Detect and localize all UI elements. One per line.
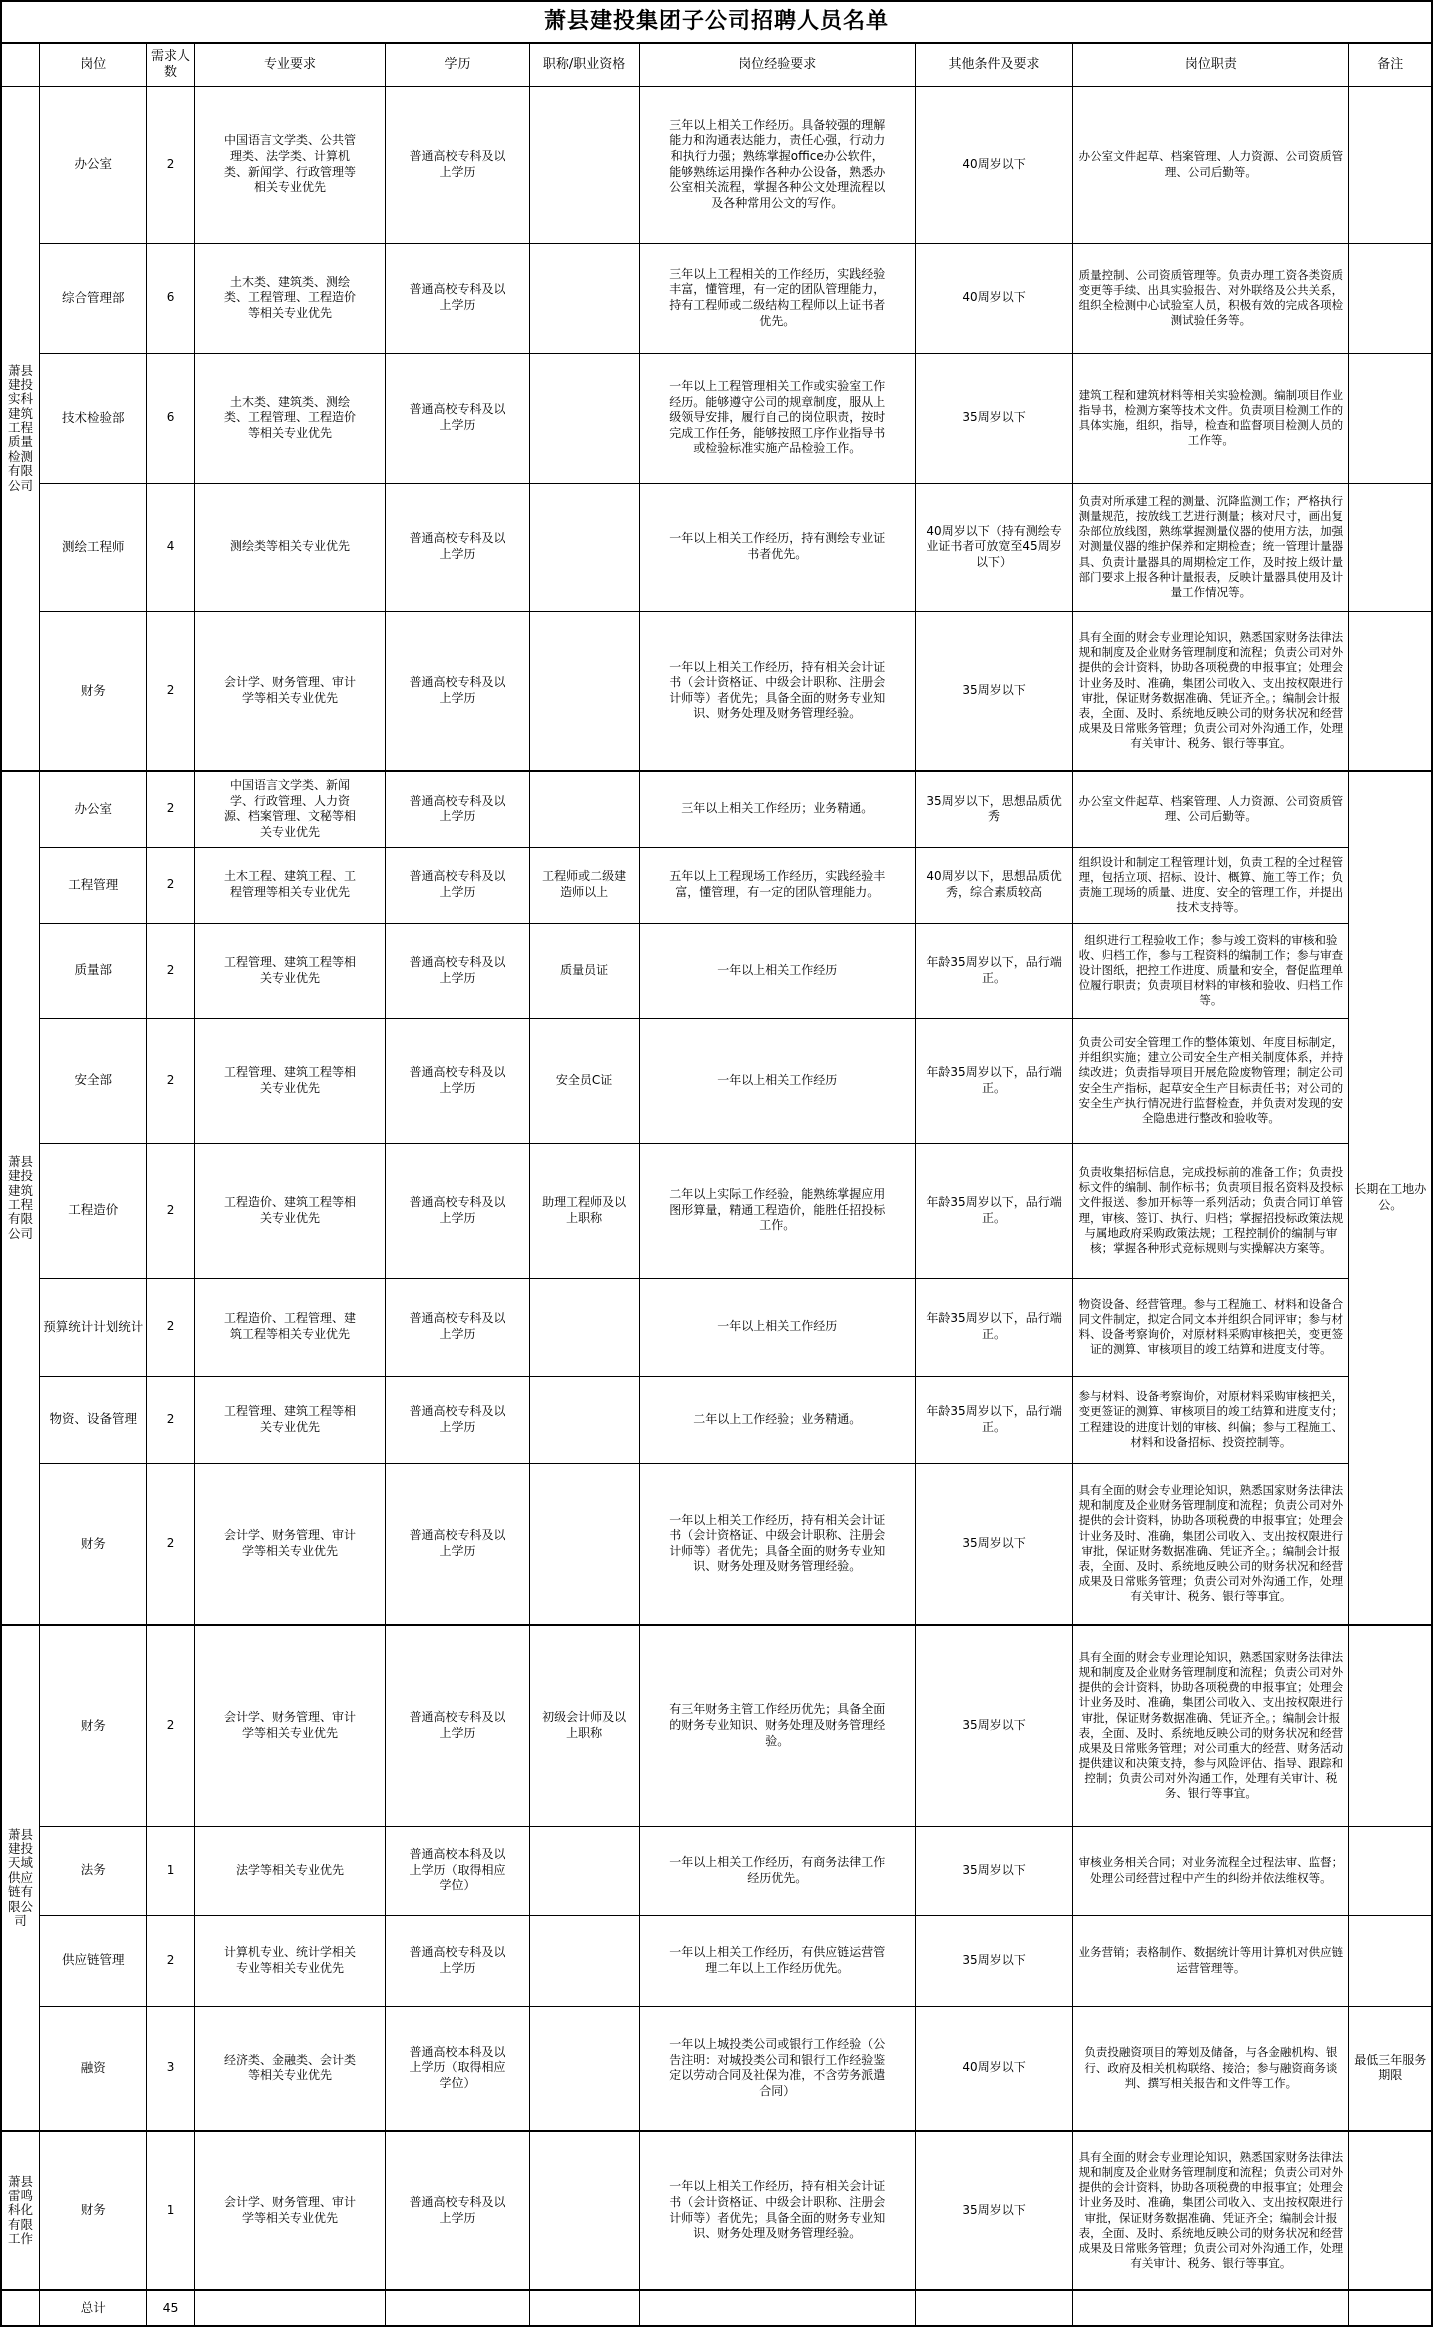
- other-cell: 年龄35周岁以下，品行端正。: [915, 1278, 1072, 1376]
- experience-cell: 一年以上相关工作经历，持有相关会计证书（会计资格证、中级会计职称、注册会计师等）者优先；具备全面的财务专业知识、财务处理及财务管理经验。: [639, 2131, 915, 2290]
- other-cell: 35周岁以下: [915, 353, 1072, 483]
- major-cell: 中国语言文学类、公共管理类、法学类、计算机类、新闻学、行政管理等相关专业优先: [194, 86, 386, 243]
- total-value-cell: 45: [147, 2290, 194, 2326]
- header-company: [1, 43, 40, 86]
- title-cell-body: [529, 1376, 639, 1463]
- education-cell: 普通高校专科及以上学历: [386, 923, 529, 1018]
- title-cell-body: [529, 1278, 639, 1376]
- experience-cell: 三年以上相关工作经历。具备较强的理解能力和沟通表达能力，责任心强，行动力和执行力强；熟练掌握office办公软件，能够熟练运用操作各种办公设备，熟悉办公室相关流程，掌握各种公文处理流程以及各种常用公文的写作。: [639, 86, 915, 243]
- position-cell: 技术检验部: [40, 353, 147, 483]
- title-cell-body: [529, 1915, 639, 2006]
- title-cell-body: [529, 1463, 639, 1625]
- duties-cell: 具有全面的财会专业理论知识，熟悉国家财务法律法规和制度及企业财务管理制度和流程；负责公司对外提供的会计资料，协助各项税费的申报事宜；处理会计业务及时、准确，集团公司收入、支出按权限进行审批，保证财务数据准确、凭证齐全。；编制会计报表，全面、及时、系统地反映公司的财务状况和经营成果及日常账务管理；对公司重大的经营、财务活动提供建议和决策支持，参与风险评估、指导、跟踪和控制；负责公司对外沟通工作，处理有关审计、税务、银行等事宜。: [1073, 1625, 1349, 1826]
- total-empty-cell: [639, 2290, 915, 2326]
- position-cell: 综合管理部: [40, 243, 147, 353]
- remark-cell: [1349, 86, 1432, 243]
- position-cell: 财务: [40, 2131, 147, 2290]
- major-cell: 会计学、财务管理、审计学等相关专业优先: [194, 611, 386, 771]
- position-cell: 供应链管理: [40, 1915, 147, 2006]
- company-name-cell: 萧县建投天域供应链有限公司: [1, 1625, 40, 2131]
- header-other: 其他条件及要求: [915, 43, 1072, 86]
- header-experience: 岗位经验要求: [639, 43, 915, 86]
- education-cell: 普通高校专科及以上学历: [386, 1376, 529, 1463]
- count-cell: 2: [147, 1463, 194, 1625]
- count-cell: 2: [147, 1018, 194, 1143]
- position-cell: 财务: [40, 1463, 147, 1625]
- title-cell-body: 安全员C证: [529, 1018, 639, 1143]
- major-cell: 法学等相关专业优先: [194, 1826, 386, 1915]
- other-cell: 年龄35周岁以下，品行端正。: [915, 923, 1072, 1018]
- title-cell-body: [529, 611, 639, 771]
- experience-cell: 一年以上相关工作经历，持有相关会计证书（会计资格证、中级会计职称、注册会计师等）者优先；具备全面的财务专业知识、财务处理及财务管理经验。: [639, 611, 915, 771]
- total-empty-cell: [194, 2290, 386, 2326]
- position-cell: 质量部: [40, 923, 147, 1018]
- education-cell: 普通高校专科及以上学历: [386, 1625, 529, 1826]
- duties-cell: 办公室文件起草、档案管理、人力资源、公司资质管理、公司后勤等。: [1073, 86, 1349, 243]
- major-cell: 工程造价、工程管理、建筑工程等相关专业优先: [194, 1278, 386, 1376]
- experience-cell: 三年以上工程相关的工作经历，实践经验丰富，懂管理，有一定的团队管理能力，持有工程师或二级结构工程师以上证书者优先。: [639, 243, 915, 353]
- title-cell-body: [529, 771, 639, 847]
- total-company-cell: [1, 2290, 40, 2326]
- title-row: [1, 1, 1432, 43]
- major-cell: 土木工程、建筑工程、工程管理等相关专业优先: [194, 847, 386, 923]
- experience-cell: 一年以上相关工作经历: [639, 1278, 915, 1376]
- duties-cell: 质量控制、公司资质管理等。负责办理工资各类资质变更等手续、出具实验报告、对外联络及公共关系，组织全检测中心试验室人员，积极有效的完成各项检测试验任务等。: [1073, 243, 1349, 353]
- header-duties: 岗位职责: [1073, 43, 1349, 86]
- major-cell: 会计学、财务管理、审计学等相关专业优先: [194, 2131, 386, 2290]
- other-cell: 40周岁以下: [915, 2006, 1072, 2131]
- count-cell: 2: [147, 771, 194, 847]
- education-cell: 普通高校专科及以上学历: [386, 847, 529, 923]
- education-cell: 普通高校本科及以上学历（取得相应学位）: [386, 1826, 529, 1915]
- total-empty-cell: [529, 2290, 639, 2326]
- major-cell: 经济类、金融类、会计类等相关专业优先: [194, 2006, 386, 2131]
- duties-cell: 负责公司安全管理工作的整体策划、年度目标制定，并组织实施；建立公司安全生产相关制度体系，并持续改进；负责指导项目开展危险废物管理；制定公司安全生产指标，起草安全生产目标责任书；对公司的安全生产执行情况进行监督检查，并负责对发现的安全隐患进行整改和验收等。: [1073, 1018, 1349, 1143]
- total-row: [1, 2290, 1432, 2326]
- title-cell-body: [529, 353, 639, 483]
- table-row: [1, 86, 1432, 243]
- duties-cell: 具有全面的财会专业理论知识，熟悉国家财务法律法规和制度及企业财务管理制度和流程；负责公司对外提供的会计资料，协助各项税费的申报事宜；处理会计业务及时、准确，集团公司收入、支出按权限进行审批，保证财务数据准确、凭证齐全。；编制会计报表，全面、及时、系统地反映公司的财务状况和经营成果及日常账务管理；负责公司对外沟通工作，处理有关审计、税务、银行等事宜。: [1073, 1463, 1349, 1625]
- total-empty-cell: [386, 2290, 529, 2326]
- table-row: [1, 353, 1432, 483]
- remark-cell: 长期在工地办公。: [1349, 771, 1432, 1625]
- title-cell-body: 初级会计师及以上职称: [529, 1625, 639, 1826]
- experience-cell: 三年以上相关工作经历；业务精通。: [639, 771, 915, 847]
- position-cell: 融资: [40, 2006, 147, 2131]
- other-cell: 35周岁以下: [915, 2131, 1072, 2290]
- remark-cell: [1349, 243, 1432, 353]
- remark-cell: [1349, 2131, 1432, 2290]
- title-cell-body: 助理工程师及以上职称: [529, 1143, 639, 1278]
- count-cell: 3: [147, 2006, 194, 2131]
- table-row: [1, 611, 1432, 771]
- remark-cell: [1349, 1826, 1432, 1915]
- company-name-cell: 萧县建投实科建筑工程质量检测有限公司: [1, 86, 40, 771]
- remark-cell: 最低三年服务期限: [1349, 2006, 1432, 2131]
- table-row: [1, 1018, 1432, 1143]
- count-cell: 1: [147, 2131, 194, 2290]
- major-cell: 计算机专业、统计学相关专业等相关专业优先: [194, 1915, 386, 2006]
- position-cell: 财务: [40, 1625, 147, 1826]
- other-cell: 40周岁以下，思想品质优秀，综合素质较高: [915, 847, 1072, 923]
- count-cell: 6: [147, 243, 194, 353]
- remark-cell: [1349, 483, 1432, 611]
- position-cell: 法务: [40, 1826, 147, 1915]
- education-cell: 普通高校本科及以上学历（取得相应学位）: [386, 2006, 529, 2131]
- major-cell: 测绘类等相关专业优先: [194, 483, 386, 611]
- major-cell: 工程造价、建筑工程等相关专业优先: [194, 1143, 386, 1278]
- title-cell-body: [529, 86, 639, 243]
- other-cell: 40周岁以下（持有测绘专业证书者可放宽至45周岁以下）: [915, 483, 1072, 611]
- remark-cell: [1349, 611, 1432, 771]
- education-cell: 普通高校专科及以上学历: [386, 243, 529, 353]
- experience-cell: 有三年财务主管工作经历优先；具备全面的财务专业知识、财务处理及财务管理经验。: [639, 1625, 915, 1826]
- count-cell: 2: [147, 1143, 194, 1278]
- experience-cell: 一年以上相关工作经历，有商务法律工作经历优先。: [639, 1826, 915, 1915]
- table-row: [1, 2131, 1432, 2290]
- experience-cell: 一年以上相关工作经历，有供应链运营管理二年以上工作经历优先。: [639, 1915, 915, 2006]
- major-cell: 工程管理、建筑工程等相关专业优先: [194, 1376, 386, 1463]
- duties-cell: 组织进行工程验收工作；参与竣工资料的审核和验收、归档工作，参与工程资料的编制工作；参与审查设计图纸，把控工作进度、质量和安全，督促监理单位履行职责；负责项目材料的审核和验收、归档工作等。: [1073, 923, 1349, 1018]
- duties-cell: 建筑工程和建筑材料等相关实验检测。编制项目作业指导书，检测方案等技术文件。负责项目检测工作的具体实施，组织，指导，检查和监督项目检测人员的工作等。: [1073, 353, 1349, 483]
- header-education: 学历: [386, 43, 529, 86]
- title-cell-body: [529, 1826, 639, 1915]
- title-cell-body: 质量员证: [529, 923, 639, 1018]
- count-cell: 2: [147, 611, 194, 771]
- experience-cell: 一年以上工程管理相关工作或实验室工作经历。能够遵守公司的规章制度，服从上级领导安排，履行自己的岗位职责，按时完成工作任务，能够按照工序作业指导书或检验标准实施产品检验工作。: [639, 353, 915, 483]
- other-cell: 40周岁以下: [915, 86, 1072, 243]
- major-cell: 会计学、财务管理、审计学等相关专业优先: [194, 1625, 386, 1826]
- remark-cell: [1349, 1625, 1432, 1826]
- duties-cell: 组织设计和制定工程管理计划，负责工程的全过程管理，包括立项、招标、设计、概算、施工等工作；负责施工现场的质量、进度、安全的管理工作，并提出技术支持等。: [1073, 847, 1349, 923]
- major-cell: 土木类、建筑类、测绘类、工程管理、工程造价等相关专业优先: [194, 243, 386, 353]
- duties-cell: 业务营销；表格制作、数据统计等用计算机对供应链运营管理等。: [1073, 1915, 1349, 2006]
- education-cell: 普通高校专科及以上学历: [386, 353, 529, 483]
- duties-cell: 负责对所承建工程的测量、沉降监测工作；严格执行测量规范，按放线工艺进行测量；核对尺寸，画出复杂部位放线图，熟练掌握测量仪器的使用方法，加强对测量仪器的维护保养和定期检查；统一管理计量器具、负责计量器具的周期检定工作，及时按上级计量部门要求上报各种计量报表，反映计量器具使用及计量工作情况等。: [1073, 483, 1349, 611]
- other-cell: 35周岁以下: [915, 1915, 1072, 2006]
- count-cell: 2: [147, 1278, 194, 1376]
- major-cell: 工程管理、建筑工程等相关专业优先: [194, 923, 386, 1018]
- education-cell: 普通高校专科及以上学历: [386, 86, 529, 243]
- count-cell: 6: [147, 353, 194, 483]
- experience-cell: 二年以上实际工作经验，能熟练掌握应用图形算量，精通工程造价，能胜任招投标工作。: [639, 1143, 915, 1278]
- duties-cell: 负责投融资项目的筹划及储备，与各金融机构、银行、政府及相关机构联络、接洽；参与融资商务谈判、撰写相关报告和文件等工作。: [1073, 2006, 1349, 2131]
- position-cell: 办公室: [40, 86, 147, 243]
- table-row: [1, 771, 1432, 847]
- header-major: 专业要求: [194, 43, 386, 86]
- title-cell-body: [529, 483, 639, 611]
- other-cell: 35周岁以下: [915, 611, 1072, 771]
- title-cell-body: [529, 2131, 639, 2290]
- total-label-cell: 总计: [40, 2290, 147, 2326]
- education-cell: 普通高校专科及以上学历: [386, 1463, 529, 1625]
- experience-cell: 一年以上相关工作经历: [639, 923, 915, 1018]
- education-cell: 普通高校专科及以上学历: [386, 2131, 529, 2290]
- count-cell: 2: [147, 847, 194, 923]
- experience-cell: 一年以上相关工作经历，持有测绘专业证书者优先。: [639, 483, 915, 611]
- duties-cell: 具有全面的财会专业理论知识，熟悉国家财务法律法规和制度及企业财务管理制度和流程；负责公司对外提供的会计资料，协助各项税费的申报事宜；处理会计业务及时、准确，集团公司收入、支出按权限进行审批，保证财务数据准确、凭证齐全。；编制会计报表，全面、及时、系统地反映公司的财务状况和经营成果及日常账务管理；负责公司对外沟通工作，处理有关审计、税务、银行等事宜。: [1073, 611, 1349, 771]
- count-cell: 2: [147, 86, 194, 243]
- title-cell-body: [529, 243, 639, 353]
- table-row: [1, 1278, 1432, 1376]
- education-cell: 普通高校专科及以上学历: [386, 1278, 529, 1376]
- other-cell: 35周岁以下，思想品质优秀: [915, 771, 1072, 847]
- header-position: 岗位: [40, 43, 147, 86]
- other-cell: 35周岁以下: [915, 1625, 1072, 1826]
- experience-cell: 二年以上工作经验；业务精通。: [639, 1376, 915, 1463]
- table-row: [1, 483, 1432, 611]
- count-cell: 4: [147, 483, 194, 611]
- remark-cell: [1349, 353, 1432, 483]
- company-name-cell: 萧县建投建筑工程有限公司: [1, 771, 40, 1625]
- position-cell: 预算统计计划统计: [40, 1278, 147, 1376]
- page-title: 萧县建投集团子公司招聘人员名单: [1, 1, 1432, 43]
- count-cell: 2: [147, 1915, 194, 2006]
- other-cell: 35周岁以下: [915, 1463, 1072, 1625]
- count-cell: 2: [147, 923, 194, 1018]
- header-row: [1, 43, 1432, 86]
- table-row: [1, 1463, 1432, 1625]
- table-row: [1, 243, 1432, 353]
- experience-cell: 一年以上相关工作经历，持有相关会计证书（会计资格证、中级会计职称、注册会计师等）者优先；具备全面的财务专业知识、财务处理及财务管理经验。: [639, 1463, 915, 1625]
- duties-cell: 参与材料、设备考察询价，对原材料采购审核把关，变更签证的测算、审核项目的竣工结算和进度支付；工程建设的进度计划的审核、纠偏；参与工程施工、材料和设备招标、投资控制等。: [1073, 1376, 1349, 1463]
- table-row: [1, 1625, 1432, 1826]
- duties-cell: 办公室文件起草、档案管理、人力资源、公司资质管理、公司后勤等。: [1073, 771, 1349, 847]
- duties-cell: 审核业务相关合同；对业务流程全过程法审、监督；处理公司经营过程中产生的纠纷并依法维权等。: [1073, 1826, 1349, 1915]
- education-cell: 普通高校专科及以上学历: [386, 1915, 529, 2006]
- other-cell: 年龄35周岁以下，品行端正。: [915, 1376, 1072, 1463]
- table-row: [1, 2006, 1432, 2131]
- other-cell: 年龄35周岁以下，品行端正。: [915, 1143, 1072, 1278]
- total-empty-cell: [1349, 2290, 1432, 2326]
- header-count: 需求人数: [147, 43, 194, 86]
- table-row: [1, 1826, 1432, 1915]
- position-cell: 办公室: [40, 771, 147, 847]
- count-cell: 2: [147, 1376, 194, 1463]
- other-cell: 40周岁以下: [915, 243, 1072, 353]
- education-cell: 普通高校专科及以上学历: [386, 483, 529, 611]
- total-empty-cell: [1073, 2290, 1349, 2326]
- experience-cell: 一年以上城投类公司或银行工作经验（公告注明：对城投类公司和银行工作经验鉴定以劳动合同及社保为准，不含劳务派遣合同）: [639, 2006, 915, 2131]
- title-cell-body: [529, 2006, 639, 2131]
- table-row: [1, 847, 1432, 923]
- major-cell: 会计学、财务管理、审计学等相关专业优先: [194, 1463, 386, 1625]
- table-row: [1, 1915, 1432, 2006]
- duties-cell: 物资设备、经营管理。参与工程施工、材料和设备合同文件制定，拟定合同文本并组织合同评审；参与材料、设备考察询价，对原材料采购审核把关，变更签证的测算、审核项目的竣工结算和进度支付等。: [1073, 1278, 1349, 1376]
- education-cell: 普通高校专科及以上学历: [386, 611, 529, 771]
- position-cell: 工程造价: [40, 1143, 147, 1278]
- position-cell: 物资、设备管理: [40, 1376, 147, 1463]
- count-cell: 2: [147, 1625, 194, 1826]
- major-cell: 中国语言文学类、新闻学、行政管理、人力资源、档案管理、文秘等相关专业优先: [194, 771, 386, 847]
- table-body: [1, 86, 1432, 2326]
- education-cell: 普通高校专科及以上学历: [386, 771, 529, 847]
- duties-cell: 负责收集招标信息，完成投标前的准备工作；负责投标文件的编制、制作标书；负责项目报名资料及投标文件报送、参加开标等一系列活动；负责合同订单管理，审核、签订、执行、归档；掌握招投标政策法规与属地政府采购政策法规；工程控制价的编制与审核；掌握各种形式竞标规则与实操解决方案等。: [1073, 1143, 1349, 1278]
- header-title: 职称/职业资格: [529, 43, 639, 86]
- position-cell: 财务: [40, 611, 147, 771]
- table-row: [1, 1376, 1432, 1463]
- table-row: [1, 923, 1432, 1018]
- count-cell: 1: [147, 1826, 194, 1915]
- other-cell: 35周岁以下: [915, 1826, 1072, 1915]
- education-cell: 普通高校专科及以上学历: [386, 1143, 529, 1278]
- position-cell: 测绘工程师: [40, 483, 147, 611]
- position-cell: 安全部: [40, 1018, 147, 1143]
- remark-cell: [1349, 1915, 1432, 2006]
- major-cell: 工程管理、建筑工程等相关专业优先: [194, 1018, 386, 1143]
- table-row: [1, 1143, 1432, 1278]
- other-cell: 年龄35周岁以下，品行端正。: [915, 1018, 1072, 1143]
- experience-cell: 五年以上工程现场工作经历，实践经验丰富，懂管理，有一定的团队管理能力。: [639, 847, 915, 923]
- title-cell-body: 工程师或二级建造师以上: [529, 847, 639, 923]
- company-name-cell: 萧县雷鸣科化有限工作: [1, 2131, 40, 2290]
- major-cell: 土木类、建筑类、测绘类、工程管理、工程造价等相关专业优先: [194, 353, 386, 483]
- experience-cell: 一年以上相关工作经历: [639, 1018, 915, 1143]
- position-cell: 工程管理: [40, 847, 147, 923]
- header-remark: 备注: [1349, 43, 1432, 86]
- duties-cell: 具有全面的财会专业理论知识，熟悉国家财务法律法规和制度及企业财务管理制度和流程；负责公司对外提供的会计资料，协助各项税费的申报事宜；处理会计业务及时、准确，集团公司收入、支出按权限进行审批，保证财务数据准确、凭证齐全；编制会计报表，全面、及时、系统地反映公司的财务状况和经营成果及日常账务管理；负责公司对外沟通工作，处理有关审计、税务、银行等事宜。: [1073, 2131, 1349, 2290]
- total-empty-cell: [915, 2290, 1072, 2326]
- education-cell: 普通高校专科及以上学历: [386, 1018, 529, 1143]
